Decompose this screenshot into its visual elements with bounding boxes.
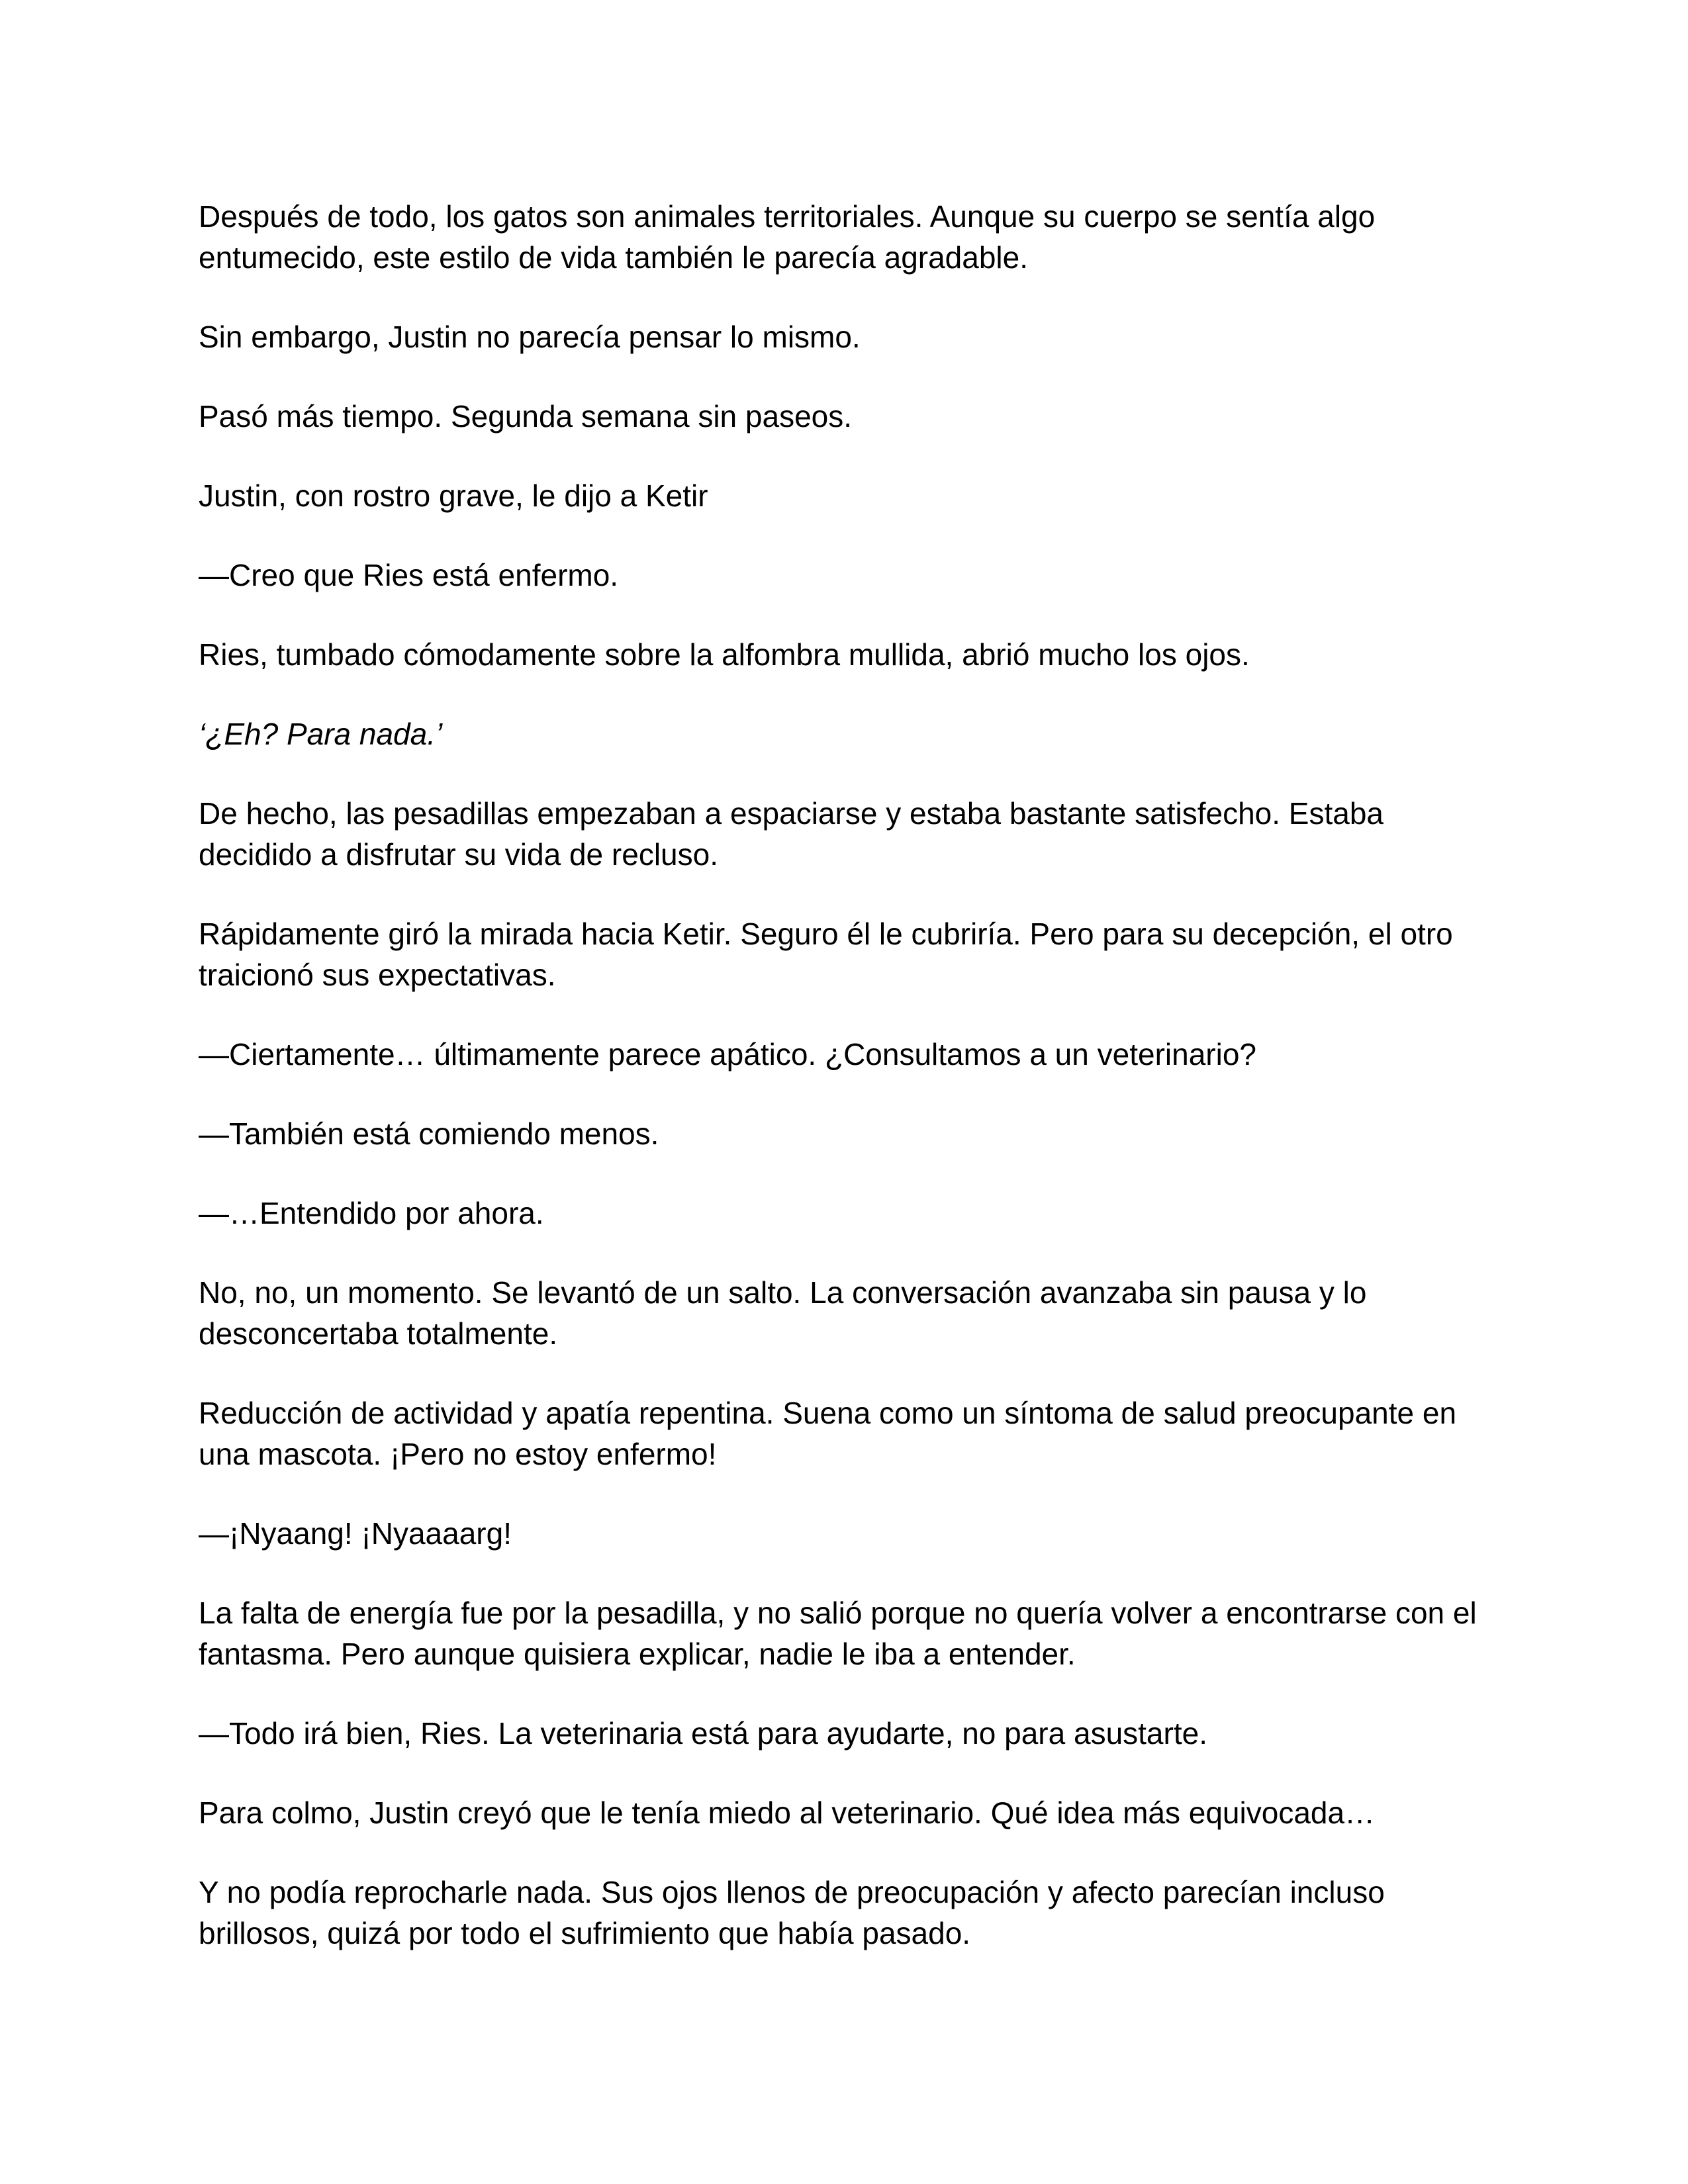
paragraph: Después de todo, los gatos son animales territoriales. Aunque su cuerpo se sentía algo entumecido, este estilo de vida también le parecía agradable. [199, 199, 1376, 275]
paragraph-dialogue: —…Entendido por ahora. [199, 1196, 544, 1230]
paragraph: Reducción de actividad y apatía repentina. Suena como un síntoma de salud preocupante en una mascota. ¡Pero no estoy enfermo! [199, 1396, 1457, 1471]
paragraph: Rápidamente giró la mirada hacia Ketir. Seguro él le cubriría. Pero para su decepción, el otro traicionó sus expectativas. [199, 917, 1453, 992]
paragraph-dialogue: —También está comiendo menos. [199, 1116, 659, 1151]
paragraph: Justin, con rostro grave, le dijo a Ketir [199, 478, 708, 513]
paragraph: La falta de energía fue por la pesadilla, y no salió porque no quería volver a encontrarse con el fantasma. Pero aunque quisiera explicar, nadie le iba a entender. [199, 1596, 1477, 1671]
paragraph: Ries, tumbado cómodamente sobre la alfombra mullida, abrió mucho los ojos. [199, 637, 1250, 672]
paragraph-dialogue: —Creo que Ries está enfermo. [199, 558, 619, 592]
paragraph: Sin embargo, Justin no parecía pensar lo mismo. [199, 320, 861, 354]
paragraph: De hecho, las pesadillas empezaban a espaciarse y estaba bastante satisfecho. Estaba decidido a disfrutar su vida de recluso. [199, 796, 1384, 872]
paragraph: Pasó más tiempo. Segunda semana sin paseos. [199, 399, 853, 433]
paragraph-dialogue: —Ciertamente… últimamente parece apático. ¿Consultamos a un veterinario? [199, 1037, 1256, 1071]
paragraph-dialogue: —¡Nyaang! ¡Nyaaaarg! [199, 1516, 512, 1551]
paragraph-dialogue: —Todo irá bien, Ries. La veterinaria está para ayudarte, no para asustarte. [199, 1716, 1207, 1751]
paragraph: No, no, un momento. Se levantó de un salto. La conversación avanzaba sin pausa y lo desconcertaba totalmente. [199, 1275, 1367, 1351]
document-text-body [199, 196, 1489, 1992]
paragraph: Para colmo, Justin creyó que le tenía miedo al veterinario. Qué idea más equivocada… [199, 1796, 1376, 1830]
paragraph-inner-thought: ‘¿Eh? Para nada.’ [199, 717, 443, 751]
paragraph: Y no podía reprocharle nada. Sus ojos llenos de preocupación y afecto parecían incluso brillosos, quizá por todo el sufrimiento que había pasado. [199, 1875, 1385, 1950]
